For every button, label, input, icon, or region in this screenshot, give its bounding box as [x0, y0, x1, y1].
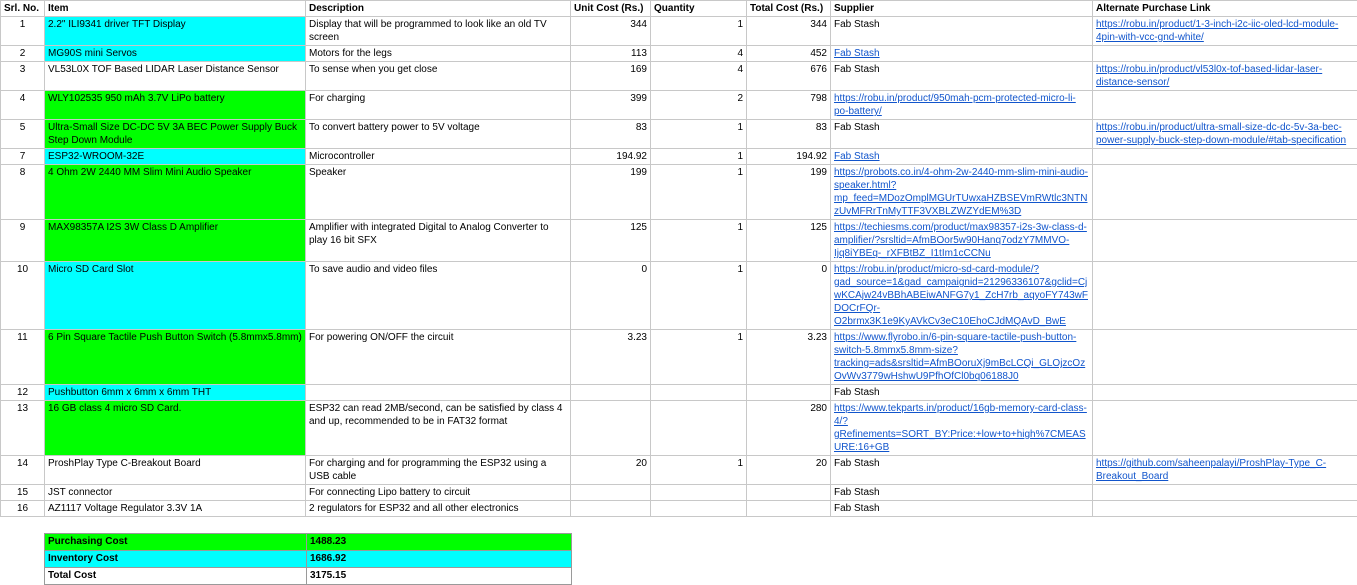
summary-row: [45, 534, 572, 551]
cell-item[interactable]: MG90S mini Servos: [45, 46, 306, 62]
cell-unit-cost[interactable]: 83: [571, 120, 651, 149]
cell-supplier[interactable]: [831, 91, 1093, 120]
cell-alternate-link[interactable]: [1093, 401, 1357, 456]
cell-alternate-link[interactable]: [1093, 330, 1357, 385]
cell-total-cost[interactable]: [747, 385, 831, 401]
header-supplier[interactable]: Supplier: [831, 1, 1093, 17]
summary-value[interactable]: 1488.23: [307, 534, 572, 551]
cell-supplier[interactable]: [831, 330, 1093, 385]
header-description[interactable]: Description: [306, 1, 571, 17]
cell-total-cost[interactable]: 20: [747, 456, 831, 485]
cell-supplier-link[interactable]: https://www.flyrobo.in/6-pin-square-tactile-push-button-switch-5.8mmx5.8mm-size?tracking=ads&srsltid=AfmBOoruXj9mBcLCQi_GLOjzcOzOvWv3779wHshwU9PfhOfCl0bq06188J0: [834, 332, 1085, 382]
cell-supplier[interactable]: Fab Stash: [831, 120, 1093, 149]
cell-alternate-link[interactable]: [1093, 62, 1357, 91]
cell-supplier-link[interactable]: https://techiesms.com/product/max98357-i2s-3w-class-d-amplifier/?srsltid=AfmBOor5w90Hanq7odzY7MMVO-Ijq8iYBEq-_rXFBtBZ_I1tIm1cCCNu: [834, 222, 1087, 259]
cell-total-cost[interactable]: 194.92: [747, 149, 831, 165]
cell-item[interactable]: VL53L0X TOF Based LIDAR Laser Distance Sensor: [45, 62, 306, 91]
cell-quantity[interactable]: [651, 385, 747, 401]
cell-description[interactable]: Speaker: [306, 165, 571, 220]
cell-supplier[interactable]: Fab Stash: [831, 456, 1093, 485]
cell-alternate-link-link[interactable]: https://github.com/saheenpalayi/ProshPlay-Type_C-Breakout_Board: [1096, 458, 1326, 482]
cell-unit-cost[interactable]: 194.92: [571, 149, 651, 165]
table-row: [1, 385, 1357, 401]
header-row: [1, 1, 1357, 17]
cell-unit-cost[interactable]: [571, 385, 651, 401]
summary-label[interactable]: Purchasing Cost: [45, 534, 307, 551]
cell-description[interactable]: Motors for the legs: [306, 46, 571, 62]
cell-alternate-link-link[interactable]: https://robu.in/product/1-3-inch-i2c-iic-oled-lcd-module-4pin-with-vcc-gnd-white/: [1096, 19, 1338, 43]
cell-unit-cost[interactable]: [571, 501, 651, 517]
table-row: [1, 262, 1357, 330]
cell-description[interactable]: For charging: [306, 91, 571, 120]
table-row: [1, 46, 1357, 62]
cell-item[interactable]: Micro SD Card Slot: [45, 262, 306, 330]
cell-description[interactable]: For charging and for programming the ESP32 using a USB cable: [306, 456, 571, 485]
cell-quantity[interactable]: 1: [651, 330, 747, 385]
cell-supplier[interactable]: [831, 46, 1093, 62]
summary-value[interactable]: 1686.92: [307, 551, 572, 568]
cell-total-cost[interactable]: [747, 501, 831, 517]
cell-item[interactable]: JST connector: [45, 485, 306, 501]
cell-quantity[interactable]: [651, 485, 747, 501]
cell-quantity[interactable]: [651, 501, 747, 517]
cell-supplier[interactable]: Fab Stash: [831, 501, 1093, 517]
cell-supplier[interactable]: Fab Stash: [831, 385, 1093, 401]
table-row: [1, 220, 1357, 262]
cell-supplier[interactable]: [831, 165, 1093, 220]
cell-unit-cost[interactable]: 3.23: [571, 330, 651, 385]
summary-label[interactable]: Inventory Cost: [45, 551, 307, 568]
cell-unit-cost[interactable]: [571, 401, 651, 456]
cell-alternate-link[interactable]: [1093, 485, 1357, 501]
table-row: [1, 330, 1357, 385]
cell-srl[interactable]: 10: [1, 262, 45, 330]
cell-supplier-link[interactable]: https://probots.co.in/4-ohm-2w-2440-mm-slim-mini-audio-speaker.html?mp_feed=MDozOmplMGUrTUwxaHZBSEVmRWtlc3NTNzUvMFRrTnMyTTF3VXBLZWZYdEM%3D: [834, 167, 1088, 217]
cell-srl[interactable]: 8: [1, 165, 45, 220]
cell-total-cost[interactable]: 0: [747, 262, 831, 330]
cell-alternate-link[interactable]: [1093, 456, 1357, 485]
cell-quantity[interactable]: 1: [651, 262, 747, 330]
cell-quantity[interactable]: [651, 401, 747, 456]
cell-supplier[interactable]: Fab Stash: [831, 17, 1093, 46]
table-row: [1, 456, 1357, 485]
summary-row: [45, 551, 572, 568]
cell-quantity[interactable]: 1: [651, 17, 747, 46]
cell-unit-cost[interactable]: 20: [571, 456, 651, 485]
cell-quantity[interactable]: 1: [651, 165, 747, 220]
cell-total-cost[interactable]: 199: [747, 165, 831, 220]
cell-alternate-link[interactable]: [1093, 220, 1357, 262]
cell-supplier[interactable]: Fab Stash: [831, 62, 1093, 91]
cell-srl[interactable]: 9: [1, 220, 45, 262]
cell-unit-cost[interactable]: [571, 485, 651, 501]
summary-row: [45, 568, 572, 585]
cell-item[interactable]: 4 Ohm 2W 2440 MM Slim Mini Audio Speaker: [45, 165, 306, 220]
cell-total-cost[interactable]: 3.23: [747, 330, 831, 385]
cell-alternate-link[interactable]: [1093, 149, 1357, 165]
cell-item[interactable]: ESP32-WROOM-32E: [45, 149, 306, 165]
header-total-cost[interactable]: Total Cost (Rs.): [747, 1, 831, 17]
cell-alternate-link-link[interactable]: https://robu.in/product/vl53l0x-tof-based-lidar-laser-distance-sensor/: [1096, 64, 1322, 88]
cell-description[interactable]: 2 regulators for ESP32 and all other electronics: [306, 501, 571, 517]
cell-total-cost[interactable]: 798: [747, 91, 831, 120]
cell-supplier[interactable]: [831, 262, 1093, 330]
cell-description[interactable]: To convert battery power to 5V voltage: [306, 120, 571, 149]
cell-srl[interactable]: 5: [1, 120, 45, 149]
table-row: [1, 62, 1357, 91]
cell-quantity[interactable]: 1: [651, 456, 747, 485]
cell-item[interactable]: ProshPlay Type C-Breakout Board: [45, 456, 306, 485]
cell-quantity[interactable]: 1: [651, 149, 747, 165]
summary-value[interactable]: 3175.15: [307, 568, 572, 585]
cell-unit-cost[interactable]: 169: [571, 62, 651, 91]
cell-item[interactable]: Ultra-Small Size DC-DC 5V 3A BEC Power Supply Buck Step Down Module: [45, 120, 306, 149]
table-row: [1, 149, 1357, 165]
cell-description[interactable]: Display that will be programmed to look like an old TV screen: [306, 17, 571, 46]
cell-supplier-link[interactable]: https://www.tekparts.in/product/16gb-memory-card-class-4/?gRefinements=SORT_BY:Price:+low+to+high%7CMEASURE:16+GB: [834, 403, 1087, 453]
cell-srl[interactable]: 15: [1, 485, 45, 501]
cell-unit-cost[interactable]: 0: [571, 262, 651, 330]
cell-unit-cost[interactable]: 344: [571, 17, 651, 46]
cell-quantity[interactable]: 2: [651, 91, 747, 120]
cell-unit-cost[interactable]: 113: [571, 46, 651, 62]
cell-supplier[interactable]: [831, 149, 1093, 165]
cell-total-cost[interactable]: [747, 485, 831, 501]
cell-unit-cost[interactable]: 199: [571, 165, 651, 220]
cell-description[interactable]: ESP32 can read 2MB/second, can be satisfied by class 4 and up, recommended to be in FAT32 format: [306, 401, 571, 456]
cell-item[interactable]: MAX98357A I2S 3W Class D Amplifier: [45, 220, 306, 262]
cell-alternate-link[interactable]: [1093, 120, 1357, 149]
cell-srl[interactable]: 14: [1, 456, 45, 485]
cell-total-cost[interactable]: 280: [747, 401, 831, 456]
cell-alternate-link[interactable]: [1093, 385, 1357, 401]
header-unit-cost[interactable]: Unit Cost (Rs.): [571, 1, 651, 17]
table-row: [1, 501, 1357, 517]
cell-total-cost[interactable]: 344: [747, 17, 831, 46]
cell-srl[interactable]: 1: [1, 17, 45, 46]
cell-supplier-link[interactable]: Fab Stash: [834, 48, 880, 59]
cell-alternate-link-link[interactable]: https://robu.in/product/ultra-small-size-dc-dc-5v-3a-bec-power-supply-buck-step-down-module/#tab-specification: [1096, 122, 1346, 146]
cell-description[interactable]: Microcontroller: [306, 149, 571, 165]
cell-item[interactable]: Pushbutton 6mm x 6mm x 6mm THT: [45, 385, 306, 401]
cell-description[interactable]: For connecting Lipo battery to circuit: [306, 485, 571, 501]
cell-item[interactable]: 6 Pin Square Tactile Push Button Switch (5.8mmx5.8mm): [45, 330, 306, 385]
cell-srl[interactable]: 3: [1, 62, 45, 91]
cell-quantity[interactable]: 4: [651, 46, 747, 62]
cell-alternate-link[interactable]: [1093, 17, 1357, 46]
cell-unit-cost[interactable]: 399: [571, 91, 651, 120]
cell-description[interactable]: Amplifier with integrated Digital to Analog Converter to play 16 bit SFX: [306, 220, 571, 262]
cell-item[interactable]: 16 GB class 4 micro SD Card.: [45, 401, 306, 456]
cell-total-cost[interactable]: 452: [747, 46, 831, 62]
cell-description[interactable]: For powering ON/OFF the circuit: [306, 330, 571, 385]
cell-srl[interactable]: 12: [1, 385, 45, 401]
cell-total-cost[interactable]: 125: [747, 220, 831, 262]
header-alternate-link[interactable]: Alternate Purchase Link: [1093, 1, 1357, 17]
cell-srl[interactable]: 16: [1, 501, 45, 517]
header-srl[interactable]: Srl. No.: [1, 1, 45, 17]
cell-alternate-link[interactable]: [1093, 46, 1357, 62]
cell-alternate-link[interactable]: [1093, 165, 1357, 220]
summary-label[interactable]: Total Cost: [45, 568, 307, 585]
cell-description[interactable]: To save audio and video files: [306, 262, 571, 330]
cell-description[interactable]: To sense when you get close: [306, 62, 571, 91]
table-row: [1, 401, 1357, 456]
cell-supplier-link[interactable]: https://robu.in/product/micro-sd-card-module/?gad_source=1&gad_campaignid=21296336107&gclid=CjwKCAjw24vBBhABEiwANFG7y1_ZcH7rb_aqyoFY743wFDOCrFQr-O2brmx3K1e9KyAVkCv3eC10EhoCJdMQAvD_BwE: [834, 264, 1088, 327]
header-quantity[interactable]: Quantity: [651, 1, 747, 17]
cell-supplier-link[interactable]: Fab Stash: [834, 151, 880, 162]
header-item[interactable]: Item: [45, 1, 306, 17]
cell-srl[interactable]: 13: [1, 401, 45, 456]
cell-supplier[interactable]: Fab Stash: [831, 485, 1093, 501]
cell-supplier[interactable]: [831, 220, 1093, 262]
cell-srl[interactable]: 4: [1, 91, 45, 120]
table-row: [1, 165, 1357, 220]
cell-unit-cost[interactable]: 125: [571, 220, 651, 262]
cell-total-cost[interactable]: 676: [747, 62, 831, 91]
cell-srl[interactable]: 7: [1, 149, 45, 165]
table-row: [1, 485, 1357, 501]
cell-quantity[interactable]: 4: [651, 62, 747, 91]
cell-supplier[interactable]: [831, 401, 1093, 456]
cell-srl[interactable]: 11: [1, 330, 45, 385]
cell-quantity[interactable]: 1: [651, 220, 747, 262]
cell-quantity[interactable]: 1: [651, 120, 747, 149]
summary-table: [44, 533, 572, 585]
cell-item[interactable]: AZ1117 Voltage Regulator 3.3V 1A: [45, 501, 306, 517]
cell-alternate-link[interactable]: [1093, 91, 1357, 120]
cell-alternate-link[interactable]: [1093, 262, 1357, 330]
cell-srl[interactable]: 2: [1, 46, 45, 62]
table-row: [1, 17, 1357, 46]
cell-item[interactable]: WLY102535 950 mAh 3.7V LiPo battery: [45, 91, 306, 120]
cell-item[interactable]: 2.2" ILI9341 driver TFT Display: [45, 17, 306, 46]
table-row: [1, 120, 1357, 149]
cell-alternate-link[interactable]: [1093, 501, 1357, 517]
cell-supplier-link[interactable]: https://robu.in/product/950mah-pcm-protected-micro-li-po-battery/: [834, 93, 1076, 117]
cell-description[interactable]: [306, 385, 571, 401]
table-row: [1, 91, 1357, 120]
cell-total-cost[interactable]: 83: [747, 120, 831, 149]
